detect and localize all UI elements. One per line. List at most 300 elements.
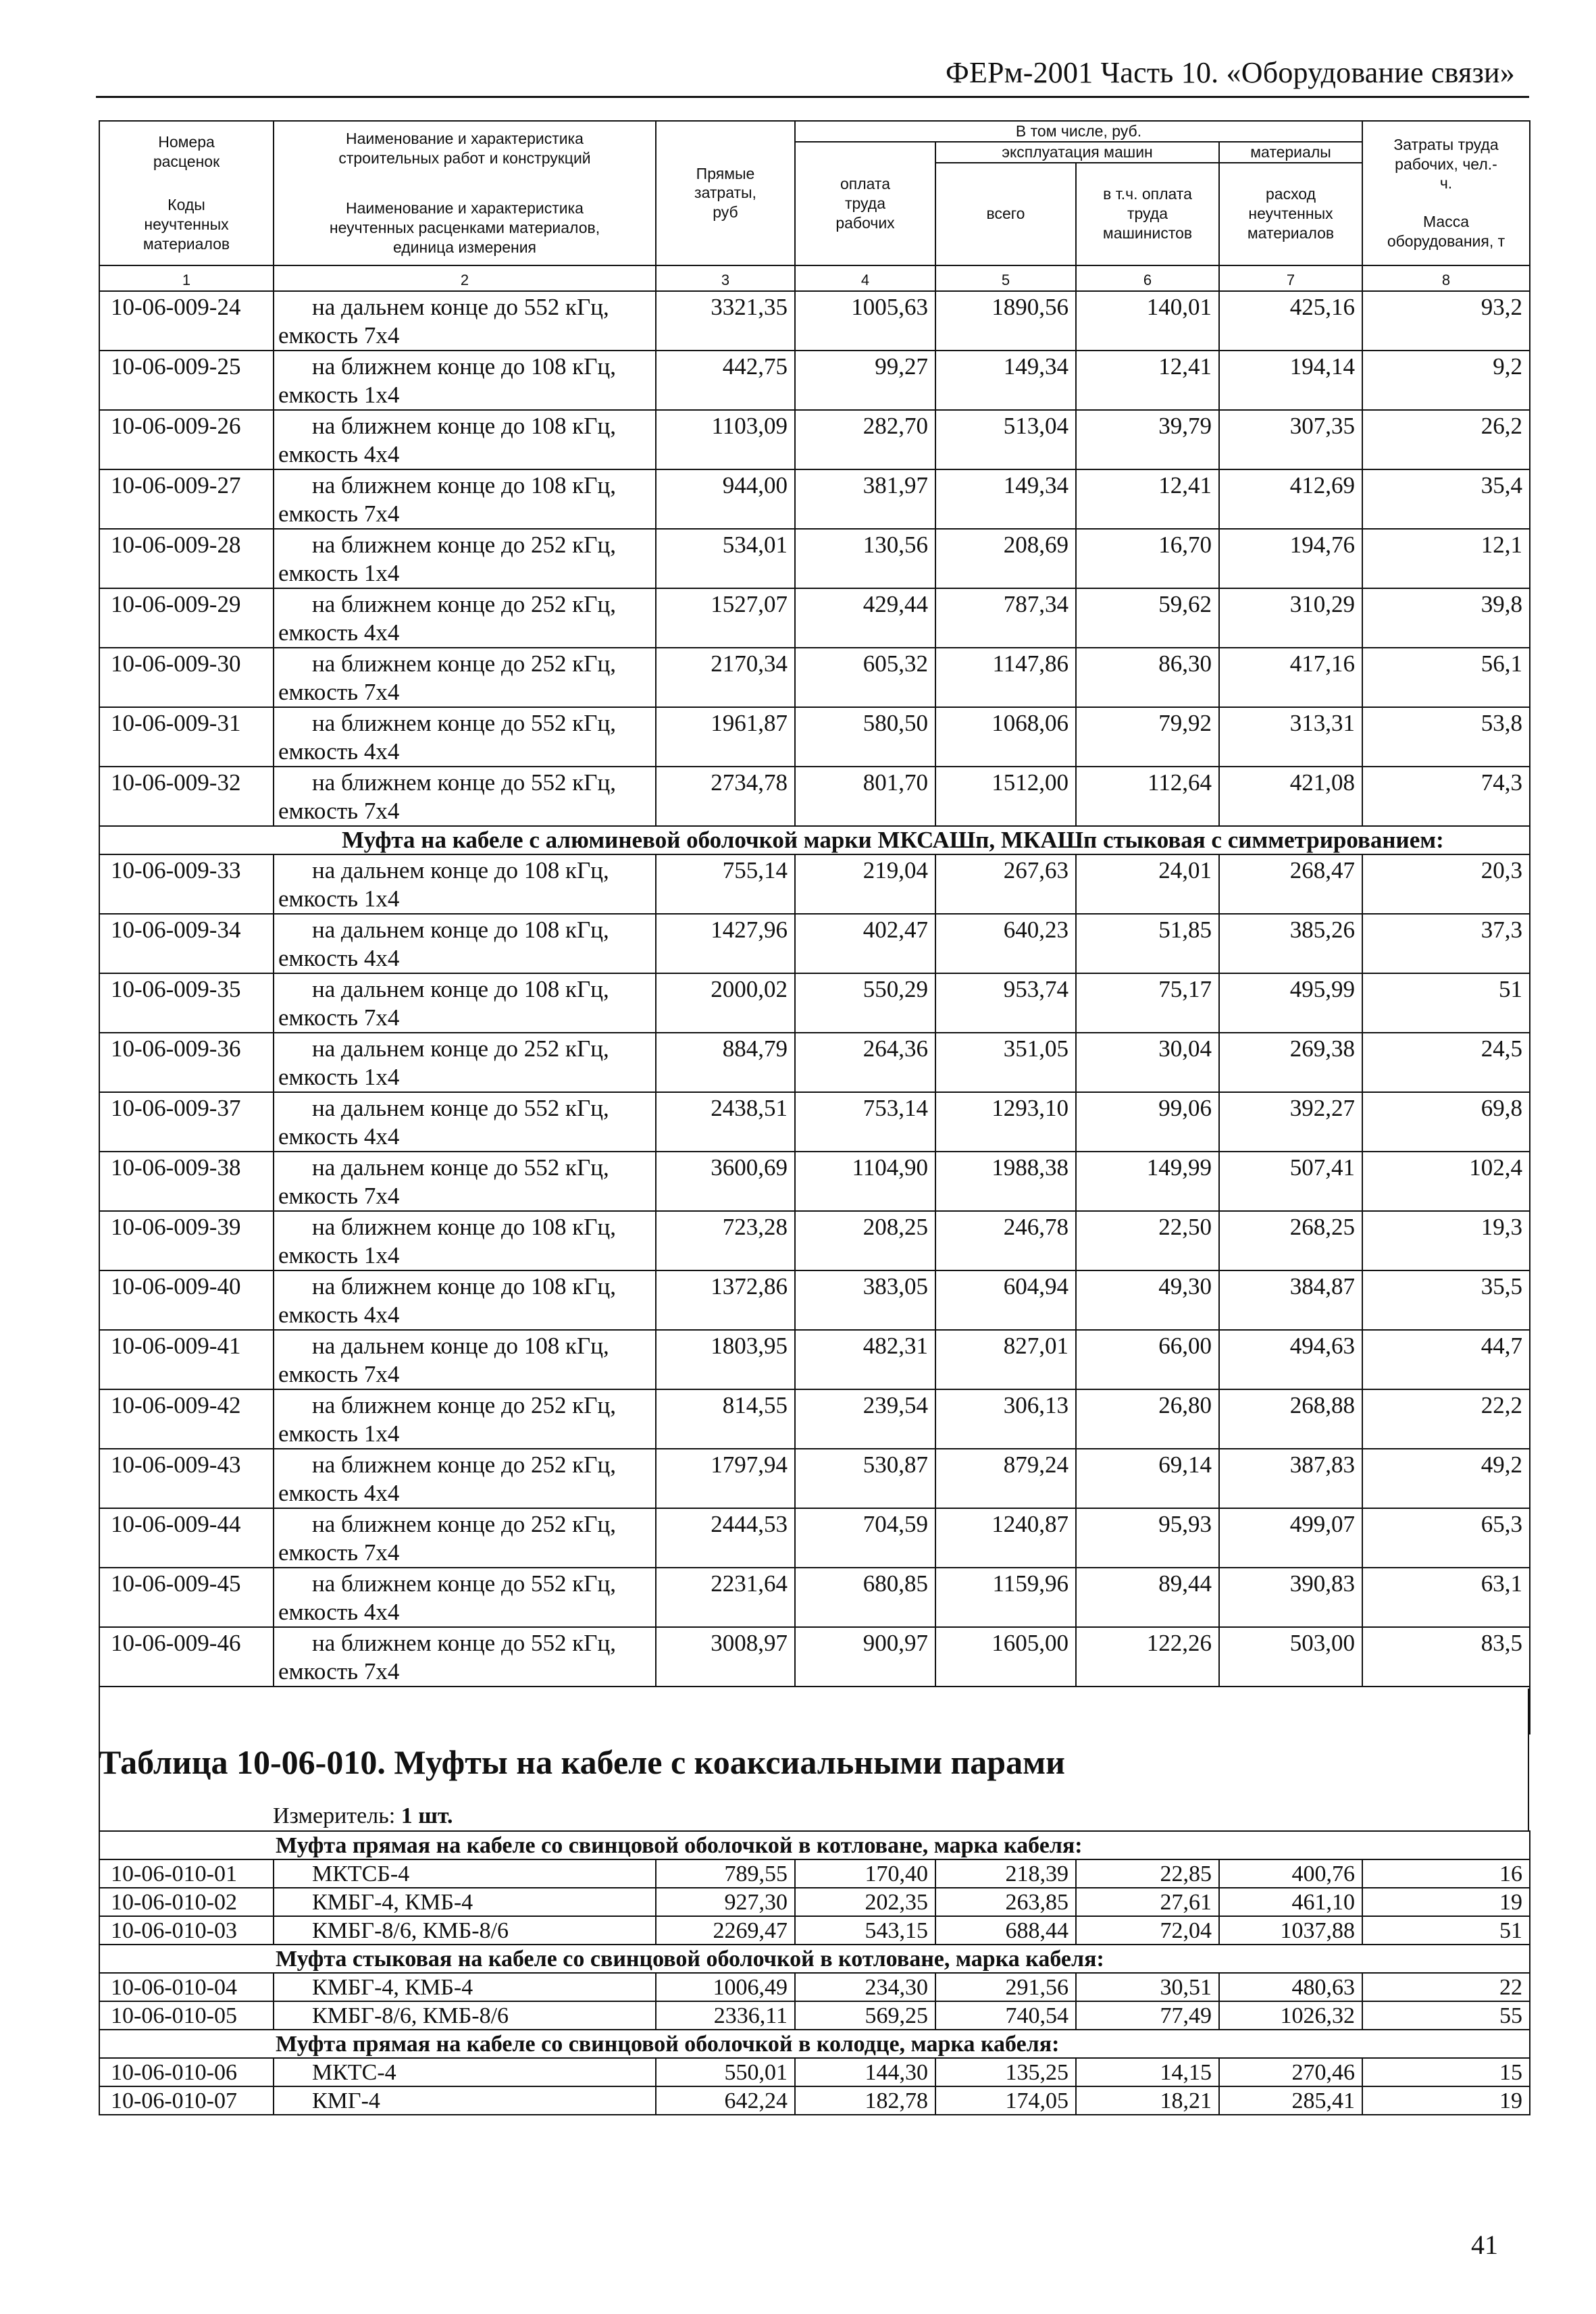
table-row — [99, 1270, 1530, 1330]
materials-cell: 268,47 — [1219, 854, 1362, 914]
direct-costs-cell: 1427,96 — [656, 914, 795, 973]
machines-total-cell: 246,78 — [935, 1211, 1076, 1270]
labor-cell: 24,5 — [1362, 1033, 1530, 1092]
capacity-line: емкость 7х4 — [278, 797, 400, 824]
column-number: 4 — [795, 265, 935, 291]
worker-pay-cell: 680,85 — [795, 1568, 935, 1627]
labor-cell: 19 — [1362, 1888, 1530, 1916]
work-description — [274, 588, 656, 648]
operator-pay-cell: 39,79 — [1076, 410, 1219, 469]
capacity-line: емкость 1х4 — [278, 1063, 400, 1090]
rate-code: 10-06-009-24 — [99, 291, 274, 351]
description-line: на ближнем конце до 252 кГц, — [312, 1451, 616, 1478]
machines-total-cell: 688,44 — [935, 1916, 1076, 1945]
description-line: на дальнем конце до 108 кГц, — [312, 975, 609, 1002]
labor-cell: 93,2 — [1362, 291, 1530, 351]
rate-code: 10-06-009-36 — [99, 1033, 274, 1092]
labor-cell: 49,2 — [1362, 1449, 1530, 1508]
machines-total-cell: 640,23 — [935, 914, 1076, 973]
direct-costs-cell: 2444,53 — [656, 1508, 795, 1568]
materials-cell: 285,41 — [1219, 2086, 1362, 2115]
capacity-line: емкость 7х4 — [278, 1004, 400, 1031]
machines-total-cell: 263,85 — [935, 1888, 1076, 1916]
machines-total-cell: 174,05 — [935, 2086, 1076, 2115]
work-description — [274, 1449, 656, 1508]
table-row — [99, 1627, 1530, 1687]
operator-pay-cell: 77,49 — [1076, 2001, 1219, 2030]
materials-cell: 412,69 — [1219, 469, 1362, 529]
capacity-line: емкость 4х4 — [278, 944, 400, 971]
description-line: на дальнем конце до 552 кГц, — [312, 293, 609, 320]
header-machines-total: всего — [935, 163, 1076, 265]
materials-cell: 400,76 — [1219, 1859, 1362, 1888]
labor-cell: 35,4 — [1362, 469, 1530, 529]
worker-pay-cell: 530,87 — [795, 1449, 935, 1508]
worker-pay-cell: 580,50 — [795, 707, 935, 767]
direct-costs-cell: 1803,95 — [656, 1330, 795, 1389]
rate-code: 10-06-009-29 — [99, 588, 274, 648]
operator-pay-cell: 22,85 — [1076, 1859, 1219, 1888]
worker-pay-cell: 482,31 — [795, 1330, 935, 1389]
machines-total-cell: 827,01 — [935, 1330, 1076, 1389]
direct-costs-cell: 1797,94 — [656, 1449, 795, 1508]
table-row — [99, 529, 1530, 588]
direct-costs-cell: 2000,02 — [656, 973, 795, 1033]
machines-total-cell: 1512,00 — [935, 767, 1076, 826]
description-line: на ближнем конце до 252 кГц, — [312, 650, 616, 677]
labor-cell: 16 — [1362, 1859, 1530, 1888]
header-unaccounted-materials: расход неучтенных материалов — [1219, 163, 1362, 265]
materials-cell: 384,87 — [1219, 1270, 1362, 1330]
labor-cell: 74,3 — [1362, 767, 1530, 826]
operator-pay-cell: 112,64 — [1076, 767, 1219, 826]
table-row — [99, 1033, 1530, 1092]
table-row — [99, 1888, 1530, 1916]
capacity-line: емкость 4х4 — [278, 1479, 400, 1506]
table-row — [99, 1152, 1530, 1211]
materials-cell: 425,16 — [1219, 291, 1362, 351]
table-spacer — [99, 1687, 1530, 1734]
operator-pay-cell: 79,92 — [1076, 707, 1219, 767]
header-machine-operation: эксплуатация машин — [935, 142, 1219, 163]
table-row — [99, 1859, 1530, 1888]
direct-costs-cell: 2438,51 — [656, 1092, 795, 1152]
operator-pay-cell: 149,99 — [1076, 1152, 1219, 1211]
worker-pay-cell: 219,04 — [795, 854, 935, 914]
header-worker-pay: оплата труда рабочих — [795, 142, 935, 265]
description-line: на ближнем конце до 108 кГц, — [312, 353, 616, 380]
machines-total-cell: 1147,86 — [935, 648, 1076, 707]
capacity-line: емкость 1х4 — [278, 559, 400, 586]
header-divider — [96, 96, 1529, 98]
worker-pay-cell: 900,97 — [795, 1627, 935, 1687]
capacity-line: емкость 4х4 — [278, 1598, 400, 1625]
materials-cell: 387,83 — [1219, 1449, 1362, 1508]
worker-pay-cell: 282,70 — [795, 410, 935, 469]
description-line: на ближнем конце до 252 кГц, — [312, 1391, 616, 1418]
machines-total-cell: 1988,38 — [935, 1152, 1076, 1211]
page-number: 41 — [1471, 2230, 1498, 2260]
direct-costs-cell: 944,00 — [656, 469, 795, 529]
materials-cell: 268,25 — [1219, 1211, 1362, 1270]
header-works-description: Наименование и характеристика строительных работ и конструкций — [338, 129, 591, 167]
rate-code: 10-06-009-45 — [99, 1568, 274, 1627]
rate-code: 10-06-010-07 — [99, 2086, 274, 2115]
group-heading-row — [99, 1831, 1530, 1859]
section-heading: Муфта на кабеле с алюминевой оболочкой марки МКСАШп, МКАШп стыковая с симметрированием: — [99, 826, 1530, 854]
direct-costs-cell: 3600,69 — [656, 1152, 795, 1211]
labor-cell: 65,3 — [1362, 1508, 1530, 1568]
rate-code: 10-06-010-01 — [99, 1859, 274, 1888]
rows-group-a — [99, 291, 1530, 826]
worker-pay-cell: 264,36 — [795, 1033, 935, 1092]
table-row — [99, 1916, 1530, 1945]
work-description — [274, 469, 656, 529]
table-row — [99, 973, 1530, 1033]
description-line: на ближнем конце до 552 кГц, — [312, 769, 616, 796]
capacity-line: емкость 4х4 — [278, 1123, 400, 1150]
coaxial-couplings-table — [99, 1830, 1530, 2115]
rate-code: 10-06-009-41 — [99, 1330, 274, 1389]
materials-cell: 461,10 — [1219, 1888, 1362, 1916]
operator-pay-cell: 12,41 — [1076, 469, 1219, 529]
work-description — [274, 1330, 656, 1389]
direct-costs-cell: 1006,49 — [656, 1973, 795, 2001]
header-equipment-mass: Масса оборудования, т — [1387, 213, 1505, 250]
direct-costs-cell: 927,30 — [656, 1888, 795, 1916]
rate-code: 10-06-009-39 — [99, 1211, 274, 1270]
worker-pay-cell: 208,25 — [795, 1211, 935, 1270]
table-row — [99, 767, 1530, 826]
capacity-line: емкость 7х4 — [278, 1539, 400, 1566]
table-row — [99, 1389, 1530, 1449]
labor-cell: 63,1 — [1362, 1568, 1530, 1627]
column-number: 3 — [656, 265, 795, 291]
cable-brand: МКТСБ-4 — [274, 1859, 656, 1888]
direct-costs-cell: 1527,07 — [656, 588, 795, 648]
rate-code: 10-06-010-02 — [99, 1888, 274, 1916]
materials-cell: 194,76 — [1219, 529, 1362, 588]
worker-pay-cell: 1104,90 — [795, 1152, 935, 1211]
measure-value: 1 шт. — [401, 1803, 453, 1828]
header-including: В том числе, руб. — [795, 121, 1362, 142]
operator-pay-cell: 69,14 — [1076, 1449, 1219, 1508]
operator-pay-cell: 66,00 — [1076, 1330, 1219, 1389]
cable-brand: КМГ-4 — [274, 2086, 656, 2115]
operator-pay-cell: 24,01 — [1076, 854, 1219, 914]
worker-pay-cell: 234,30 — [795, 1973, 935, 2001]
machines-total-cell: 787,34 — [935, 588, 1076, 648]
cable-brand: КМБГ-4, КМБ-4 — [274, 1888, 656, 1916]
machines-total-cell: 513,04 — [935, 410, 1076, 469]
work-description — [274, 648, 656, 707]
labor-cell: 37,3 — [1362, 914, 1530, 973]
header-col-labor — [1362, 121, 1530, 265]
rate-code: 10-06-009-46 — [99, 1627, 274, 1687]
machines-total-cell: 218,39 — [935, 1859, 1076, 1888]
table-row — [99, 707, 1530, 767]
worker-pay-cell: 170,40 — [795, 1859, 935, 1888]
materials-cell: 1037,88 — [1219, 1916, 1362, 1945]
table-end-spacer — [99, 1687, 1530, 1734]
header-col-codes — [99, 121, 274, 265]
materials-cell: 417,16 — [1219, 648, 1362, 707]
capacity-line: емкость 7х4 — [278, 500, 400, 527]
work-description — [274, 1211, 656, 1270]
worker-pay-cell: 429,44 — [795, 588, 935, 648]
group-heading: Муфта прямая на кабеле со свинцовой оболочкой в котловане, марка кабеля: — [99, 1831, 1530, 1859]
labor-cell: 102,4 — [1362, 1152, 1530, 1211]
worker-pay-cell: 182,78 — [795, 2086, 935, 2115]
description-line: на дальнем конце до 108 кГц, — [312, 856, 609, 883]
description-line: на ближнем конце до 108 кГц, — [312, 1272, 616, 1300]
direct-costs-cell: 1372,86 — [656, 1270, 795, 1330]
capacity-line: емкость 7х4 — [278, 1182, 400, 1209]
labor-cell: 55 — [1362, 2001, 1530, 2030]
worker-pay-cell: 99,27 — [795, 351, 935, 410]
operator-pay-cell: 49,30 — [1076, 1270, 1219, 1330]
header-rate-numbers: Номера расценок — [153, 132, 220, 170]
capacity-line: емкость 1х4 — [278, 381, 400, 408]
direct-costs-cell: 3008,97 — [656, 1627, 795, 1687]
machines-total-cell: 1159,96 — [935, 1568, 1076, 1627]
direct-costs-cell: 789,55 — [656, 1859, 795, 1888]
description-line: на ближнем конце до 108 кГц, — [312, 471, 616, 498]
labor-cell: 22,2 — [1362, 1389, 1530, 1449]
materials-cell: 495,99 — [1219, 973, 1362, 1033]
operator-pay-cell: 26,80 — [1076, 1389, 1219, 1449]
description-line: на ближнем конце до 252 кГц, — [312, 590, 616, 617]
direct-costs-cell: 642,24 — [656, 2086, 795, 2115]
machines-total-cell: 149,34 — [935, 351, 1076, 410]
header-direct-costs: Прямые затраты, руб — [656, 121, 795, 265]
materials-cell: 313,31 — [1219, 707, 1362, 767]
worker-pay-cell: 543,15 — [795, 1916, 935, 1945]
frame-right-border — [1528, 1689, 1529, 1830]
work-description — [274, 1152, 656, 1211]
column-number: 8 — [1362, 265, 1530, 291]
table-row — [99, 854, 1530, 914]
group-heading-row — [99, 1945, 1530, 1973]
measure-unit — [273, 1803, 453, 1829]
description-line: на ближнем конце до 552 кГц, — [312, 1629, 616, 1656]
work-description — [274, 529, 656, 588]
capacity-line: емкость 7х4 — [278, 322, 400, 349]
operator-pay-cell: 30,04 — [1076, 1033, 1219, 1092]
table-row — [99, 410, 1530, 469]
coaxial-rows — [99, 1831, 1530, 2115]
column-number: 7 — [1219, 265, 1362, 291]
direct-costs-cell: 2269,47 — [656, 1916, 795, 1945]
direct-costs-cell: 2231,64 — [656, 1568, 795, 1627]
work-description — [274, 1627, 656, 1687]
table-row — [99, 1449, 1530, 1508]
capacity-line: емкость 1х4 — [278, 1241, 400, 1268]
work-description — [274, 1270, 656, 1330]
description-line: на дальнем конце до 552 кГц, — [312, 1154, 609, 1181]
group-heading: Муфта прямая на кабеле со свинцовой оболочкой в колодце, марка кабеля: — [99, 2030, 1530, 2058]
materials-cell: 507,41 — [1219, 1152, 1362, 1211]
section-b-heading-group — [99, 826, 1530, 854]
header-material-codes: Коды неучтенных материалов — [143, 196, 230, 253]
work-description — [274, 1033, 656, 1092]
column-number: 2 — [274, 265, 656, 291]
materials-cell: 392,27 — [1219, 1092, 1362, 1152]
machines-total-cell: 135,25 — [935, 2058, 1076, 2086]
worker-pay-cell: 239,54 — [795, 1389, 935, 1449]
materials-cell: 503,00 — [1219, 1627, 1362, 1687]
table-row — [99, 469, 1530, 529]
materials-cell: 494,63 — [1219, 1330, 1362, 1389]
materials-cell: 310,29 — [1219, 588, 1362, 648]
capacity-line: емкость 7х4 — [278, 1360, 400, 1387]
machines-total-cell: 953,74 — [935, 973, 1076, 1033]
machines-total-cell: 1240,87 — [935, 1508, 1076, 1568]
description-line: на дальнем конце до 552 кГц, — [312, 1094, 609, 1121]
operator-pay-cell: 89,44 — [1076, 1568, 1219, 1627]
work-description — [274, 1508, 656, 1568]
machines-total-cell: 1890,56 — [935, 291, 1076, 351]
table-row — [99, 1330, 1530, 1389]
worker-pay-cell: 550,29 — [795, 973, 935, 1033]
direct-costs-cell: 814,55 — [656, 1389, 795, 1449]
table-row — [99, 2058, 1530, 2086]
cable-brand: МКТС-4 — [274, 2058, 656, 2086]
work-description — [274, 973, 656, 1033]
rate-code: 10-06-009-40 — [99, 1270, 274, 1330]
capacity-line: емкость 4х4 — [278, 1301, 400, 1328]
table-row — [99, 588, 1530, 648]
table-row — [99, 2001, 1530, 2030]
description-line: на ближнем конце до 108 кГц, — [312, 412, 616, 439]
machines-total-cell: 1293,10 — [935, 1092, 1076, 1152]
labor-cell: 83,5 — [1362, 1627, 1530, 1687]
operator-pay-cell: 59,62 — [1076, 588, 1219, 648]
operator-pay-cell: 95,93 — [1076, 1508, 1219, 1568]
rate-code: 10-06-009-42 — [99, 1389, 274, 1449]
table-row — [99, 914, 1530, 973]
header-labor-costs: Затраты труда рабочих, чел.-ч. — [1393, 135, 1499, 192]
work-description — [274, 291, 656, 351]
operator-pay-cell: 22,50 — [1076, 1211, 1219, 1270]
rate-code: 10-06-010-06 — [99, 2058, 274, 2086]
direct-costs-cell: 723,28 — [656, 1211, 795, 1270]
direct-costs-cell: 1961,87 — [656, 707, 795, 767]
table-row — [99, 1508, 1530, 1568]
materials-cell: 421,08 — [1219, 767, 1362, 826]
direct-costs-cell: 550,01 — [656, 2058, 795, 2086]
labor-cell: 56,1 — [1362, 648, 1530, 707]
table-row — [99, 291, 1530, 351]
capacity-line: емкость 1х4 — [278, 885, 400, 912]
operator-pay-cell: 30,51 — [1076, 1973, 1219, 2001]
rate-code: 10-06-009-43 — [99, 1449, 274, 1508]
description-line: на ближнем конце до 108 кГц, — [312, 1213, 616, 1240]
table-row — [99, 1973, 1530, 2001]
table-title: Таблица 10-06-010. Муфты на кабеле с коаксиальными парами — [99, 1743, 1065, 1781]
rate-code: 10-06-009-38 — [99, 1152, 274, 1211]
rate-code: 10-06-009-32 — [99, 767, 274, 826]
work-description — [274, 410, 656, 469]
labor-cell: 19 — [1362, 2086, 1530, 2115]
rate-code: 10-06-009-31 — [99, 707, 274, 767]
worker-pay-cell: 381,97 — [795, 469, 935, 529]
description-line: на ближнем конце до 552 кГц, — [312, 1570, 616, 1597]
description-line: на ближнем конце до 252 кГц, — [312, 531, 616, 558]
cable-brand: КМБГ-4, КМБ-4 — [274, 1973, 656, 2001]
worker-pay-cell: 402,47 — [795, 914, 935, 973]
operator-pay-cell: 75,17 — [1076, 973, 1219, 1033]
description-line: на ближнем конце до 252 кГц, — [312, 1510, 616, 1537]
worker-pay-cell: 753,14 — [795, 1092, 935, 1152]
capacity-line: емкость 4х4 — [278, 738, 400, 765]
labor-cell: 35,5 — [1362, 1270, 1530, 1330]
work-description — [274, 351, 656, 410]
machines-total-cell: 1605,00 — [935, 1627, 1076, 1687]
labor-cell: 44,7 — [1362, 1330, 1530, 1389]
operator-pay-cell: 12,41 — [1076, 351, 1219, 410]
table-row — [99, 1211, 1530, 1270]
materials-cell: 307,35 — [1219, 410, 1362, 469]
table-row — [99, 648, 1530, 707]
header-col-description — [274, 121, 656, 265]
description-line: на дальнем конце до 108 кГц, — [312, 1332, 609, 1359]
running-header: ФЕРм-2001 Часть 10. «Оборудование связи» — [946, 56, 1515, 89]
materials-cell: 269,38 — [1219, 1033, 1362, 1092]
direct-costs-cell: 442,75 — [656, 351, 795, 410]
worker-pay-cell: 144,30 — [795, 2058, 935, 2086]
rate-code: 10-06-009-25 — [99, 351, 274, 410]
materials-cell: 390,83 — [1219, 1568, 1362, 1627]
measure-label: Измеритель: — [273, 1803, 396, 1828]
column-number: 1 — [99, 265, 274, 291]
rate-code: 10-06-010-05 — [99, 2001, 274, 2030]
labor-cell: 51 — [1362, 1916, 1530, 1945]
rate-code: 10-06-009-34 — [99, 914, 274, 973]
materials-cell: 268,88 — [1219, 1389, 1362, 1449]
machines-total-cell: 604,94 — [935, 1270, 1076, 1330]
worker-pay-cell: 801,70 — [795, 767, 935, 826]
work-description — [274, 1389, 656, 1449]
description-line: на ближнем конце до 552 кГц, — [312, 709, 616, 736]
materials-cell: 1026,32 — [1219, 2001, 1362, 2030]
worker-pay-cell: 130,56 — [795, 529, 935, 588]
capacity-line: емкость 4х4 — [278, 619, 400, 646]
work-description — [274, 1568, 656, 1627]
worker-pay-cell: 569,25 — [795, 2001, 935, 2030]
labor-cell: 51 — [1362, 973, 1530, 1033]
work-description — [274, 1092, 656, 1152]
rate-code: 10-06-010-04 — [99, 1973, 274, 2001]
materials-cell: 499,07 — [1219, 1508, 1362, 1568]
operator-pay-cell: 140,01 — [1076, 291, 1219, 351]
column-number: 6 — [1076, 265, 1219, 291]
header-operator-pay: в т.ч. оплата труда машинистов — [1076, 163, 1219, 265]
labor-cell: 15 — [1362, 2058, 1530, 2086]
work-description — [274, 854, 656, 914]
labor-cell: 22 — [1362, 1973, 1530, 2001]
machines-total-cell: 351,05 — [935, 1033, 1076, 1092]
labor-cell: 39,8 — [1362, 588, 1530, 648]
direct-costs-cell: 534,01 — [656, 529, 795, 588]
rate-code: 10-06-009-30 — [99, 648, 274, 707]
work-description — [274, 707, 656, 767]
operator-pay-cell: 18,21 — [1076, 2086, 1219, 2115]
work-description — [274, 767, 656, 826]
labor-cell: 12,1 — [1362, 529, 1530, 588]
materials-cell: 270,46 — [1219, 2058, 1362, 2086]
direct-costs-cell: 2170,34 — [656, 648, 795, 707]
